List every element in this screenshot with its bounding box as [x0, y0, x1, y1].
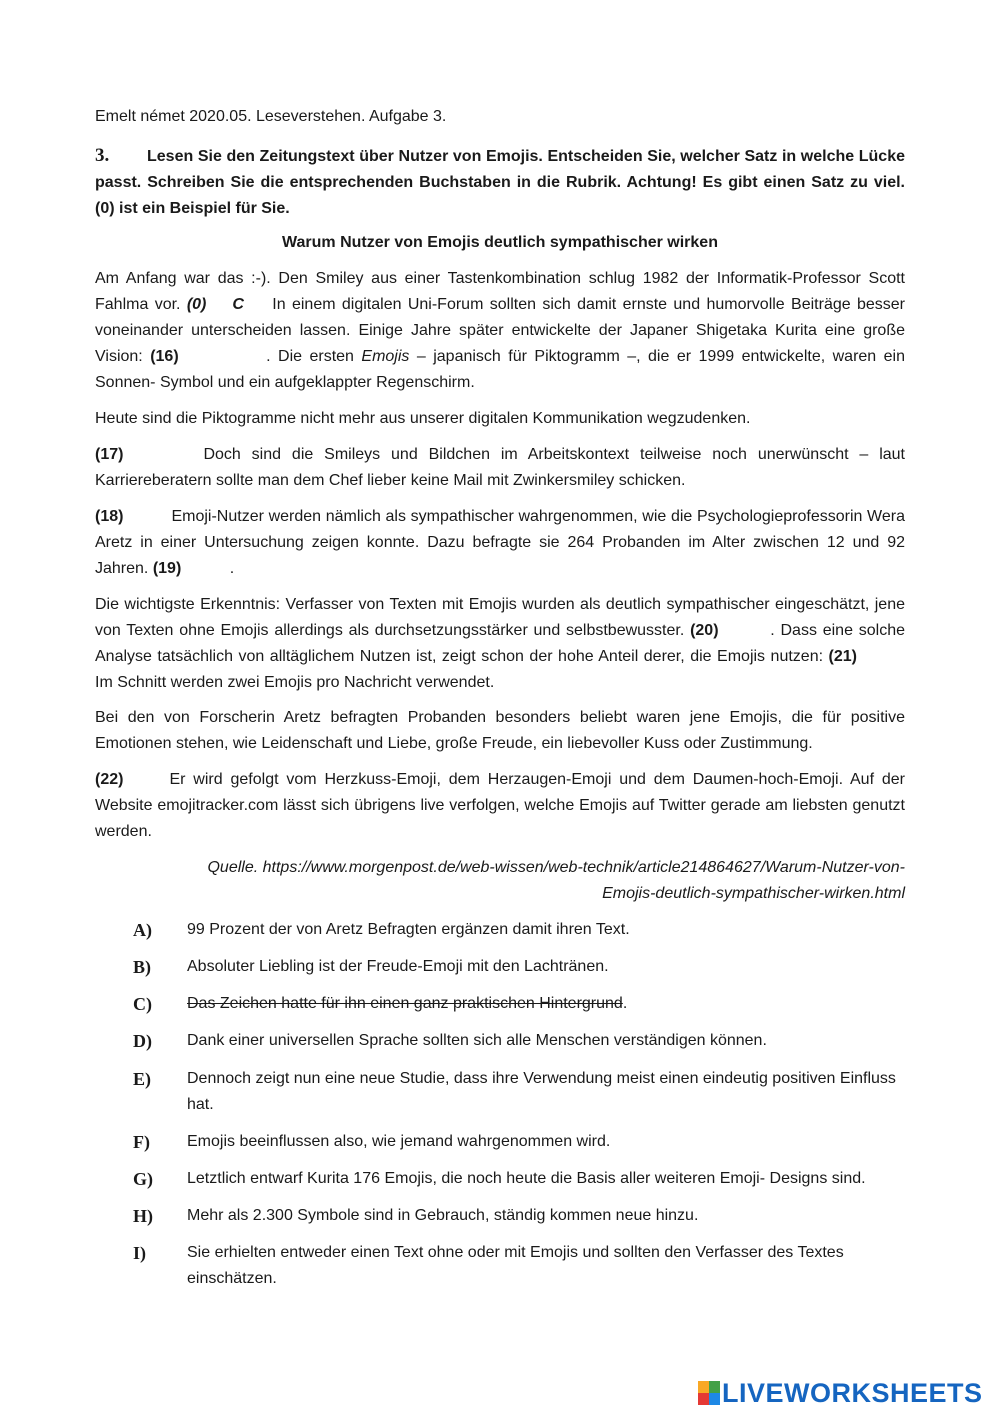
- paragraph-5: [95, 592, 905, 696]
- liveworksheets-logo: [698, 1378, 983, 1408]
- gap-label-19: (19): [152, 560, 182, 577]
- option-c: [133, 991, 908, 1017]
- task-instruction: Lesen Sie den Zeitungstext über Nutzer von Emojis. Entscheiden Sie, welcher Satz in welche Lücke passt. Schreiben Sie die entsprechenden Buchstaben in die Rubrik. Achtung! Es gibt einen Satz zu viel. (0) ist ein Beispiel für Sie.: [95, 148, 905, 217]
- option-e: [133, 1066, 908, 1118]
- logo-tile: [698, 1393, 709, 1405]
- option-g: [133, 1166, 908, 1192]
- task-instruction-block: [95, 143, 905, 222]
- logo-tiles-icon: [698, 1381, 720, 1405]
- logo-tile: [698, 1381, 709, 1393]
- option-text: Dank einer universellen Sprache sollten sich alle Menschen verständigen können.: [187, 1032, 767, 1049]
- option-h: [133, 1203, 908, 1229]
- paragraph-4: [95, 504, 905, 582]
- paragraph-text: Doch sind die Smileys und Bildchen im Arbeitskontext teilweise noch unerwünscht – laut Karriereberatern sollte man dem Chef lieber keine Mail mit Zwinkersmiley schicken.: [95, 446, 905, 489]
- article-title: Warum Nutzer von Emojis deutlich sympathischer wirken: [282, 234, 718, 251]
- paragraph-6: Bei den von Forscherin Aretz befragten Probanden besonders beliebt waren jene Emojis, die für positive Emotionen stehen, wie Leidenschaft und Liebe, große Freude, ein liebevoller Kuss oder Zustimmung.: [95, 709, 905, 752]
- option-letter: A): [133, 920, 152, 940]
- paragraph-text: .: [225, 560, 235, 577]
- gap-label-18: (18): [95, 508, 124, 525]
- paragraph-3: [95, 442, 905, 494]
- task-number: 3.: [95, 145, 110, 166]
- gap-label-0: (0): [186, 296, 207, 313]
- option-letter: E): [133, 1069, 151, 1089]
- paragraph-text: Die wichtigste Erkenntnis: Verfasser von Texten mit Emojis wurden als deutlich sympathischer eingeschätzt, jene von Texten ohne Emojis allerdings als durchsetzungsstärker und selbstbewusster.: [95, 596, 905, 639]
- gap-label-22: (22): [95, 771, 124, 788]
- option-d: [133, 1028, 908, 1054]
- logo-text: LIVEWORKSHEETS: [722, 1377, 983, 1408]
- gap-label-17: (17): [95, 446, 124, 463]
- option-text: Absoluter Liebling ist der Freude-Emoji mit den Lachtränen.: [187, 958, 609, 975]
- option-tail: .: [622, 995, 628, 1012]
- paragraph-text: In einem digitalen Uni-Forum sollten sich damit ernste und humorvolle Beiträge besser voneinander unterscheiden lassen. Einige Jahre später entwickelte der Japaner Shigetaka Kurita eine große Vision:: [95, 296, 906, 365]
- source-line-1: Quelle. https://www.morgenpost.de/web-wissen/web-technik/article214864627/Warum-Nutzer-von-: [207, 859, 905, 876]
- option-text: Dennoch zeigt nun eine neue Studie, dass ihre Verwendung meist einen eindeutig positiven Einfluss hat.: [187, 1070, 896, 1113]
- option-text-struck: [187, 991, 908, 1017]
- option-a: [133, 917, 908, 943]
- option-letter: D): [133, 1031, 152, 1051]
- paragraph-text: Emoji-Nutzer werden nämlich als sympathischer wahrgenommen, wie die Psychologieprofessorin Wera Aretz in einer Untersuchung zeigen konnte. Dazu befragte sie 264 Probanden im Alter zwischen 12 und 92 Jahren.: [95, 508, 905, 577]
- paragraph-text: Er wird gefolgt vom Herzkuss-Emoji, dem Herzaugen-Emoji und dem Daumen-hoch-Emoji. Auf der Website emojitracker.com lässt sich übrigens live verfolgen, welche Emojis auf Twitter gerade am liebsten genutzt werden.: [95, 771, 905, 840]
- gap-label-21: (21): [828, 648, 857, 665]
- option-text: Emojis beeinflussen also, wie jemand wahrgenommen wird.: [187, 1133, 611, 1150]
- source-citation: [95, 855, 905, 907]
- option-letter: F): [133, 1132, 150, 1152]
- paragraph-2: Heute sind die Piktogramme nicht mehr aus unserer digitalen Kommunikation wegzudenken.: [95, 410, 751, 427]
- paragraph-text: – japanisch für Piktogramm –, die er 1999 entwickelte, waren ein Sonnen- Symbol und ein aufgeklappter Regenschirm.: [95, 348, 906, 391]
- option-f: [133, 1129, 908, 1155]
- gap-label-16: (16): [150, 348, 179, 365]
- paragraph-text: Im Schnitt werden zwei Emojis pro Nachricht verwendet.: [95, 674, 495, 691]
- paragraph-1: [95, 266, 905, 396]
- logo-tile: [709, 1393, 720, 1405]
- logo-tile: [709, 1381, 720, 1393]
- option-letter: I): [133, 1243, 146, 1263]
- option-i: [133, 1240, 908, 1292]
- option-letter: G): [133, 1169, 153, 1189]
- option-letter: B): [133, 957, 151, 977]
- emojis-term: Emojis: [361, 348, 410, 365]
- option-letter: C): [133, 994, 152, 1014]
- paragraph-text: . Dass eine solche Analyse tatsächlich von alltäglichem Nutzen ist, zeigt schon der hohe Anteil derer, die Emojis nutzen:: [95, 622, 905, 665]
- exam-header: Emelt német 2020.05. Leseverstehen. Aufgabe 3.: [95, 108, 447, 125]
- option-text: Mehr als 2.300 Symbole sind in Gebrauch, ständig kommen neue hinzu.: [187, 1207, 699, 1224]
- source-line-2: Emojis-deutlich-sympathischer-wirken.html: [602, 885, 905, 902]
- paragraph-text: Am Anfang war das :-). Den Smiley aus einer Tastenkombination schlug 1982 der Informatik-Professor Scott Fahlma vor.: [95, 270, 905, 313]
- option-text: Letztlich entwarf Kurita 176 Emojis, die noch heute die Basis aller weiteren Emoji- Designs sind.: [187, 1170, 866, 1187]
- option-b: [133, 954, 908, 980]
- paragraph-7: [95, 767, 905, 845]
- option-letter: H): [133, 1206, 153, 1226]
- option-text: 99 Prozent der von Aretz Befragten ergänzen damit ihren Text.: [187, 921, 630, 938]
- option-text: Sie erhielten entweder einen Text ohne oder mit Emojis und sollten den Verfasser des Textes einschätzen.: [187, 1244, 844, 1287]
- struck-text: Das Zeichen hatte für ihn einen ganz praktischen Hintergrund: [187, 995, 623, 1012]
- paragraph-text: . Die ersten: [258, 348, 362, 365]
- gap-answer-0: C: [232, 296, 244, 313]
- gap-label-20: (20): [690, 622, 719, 639]
